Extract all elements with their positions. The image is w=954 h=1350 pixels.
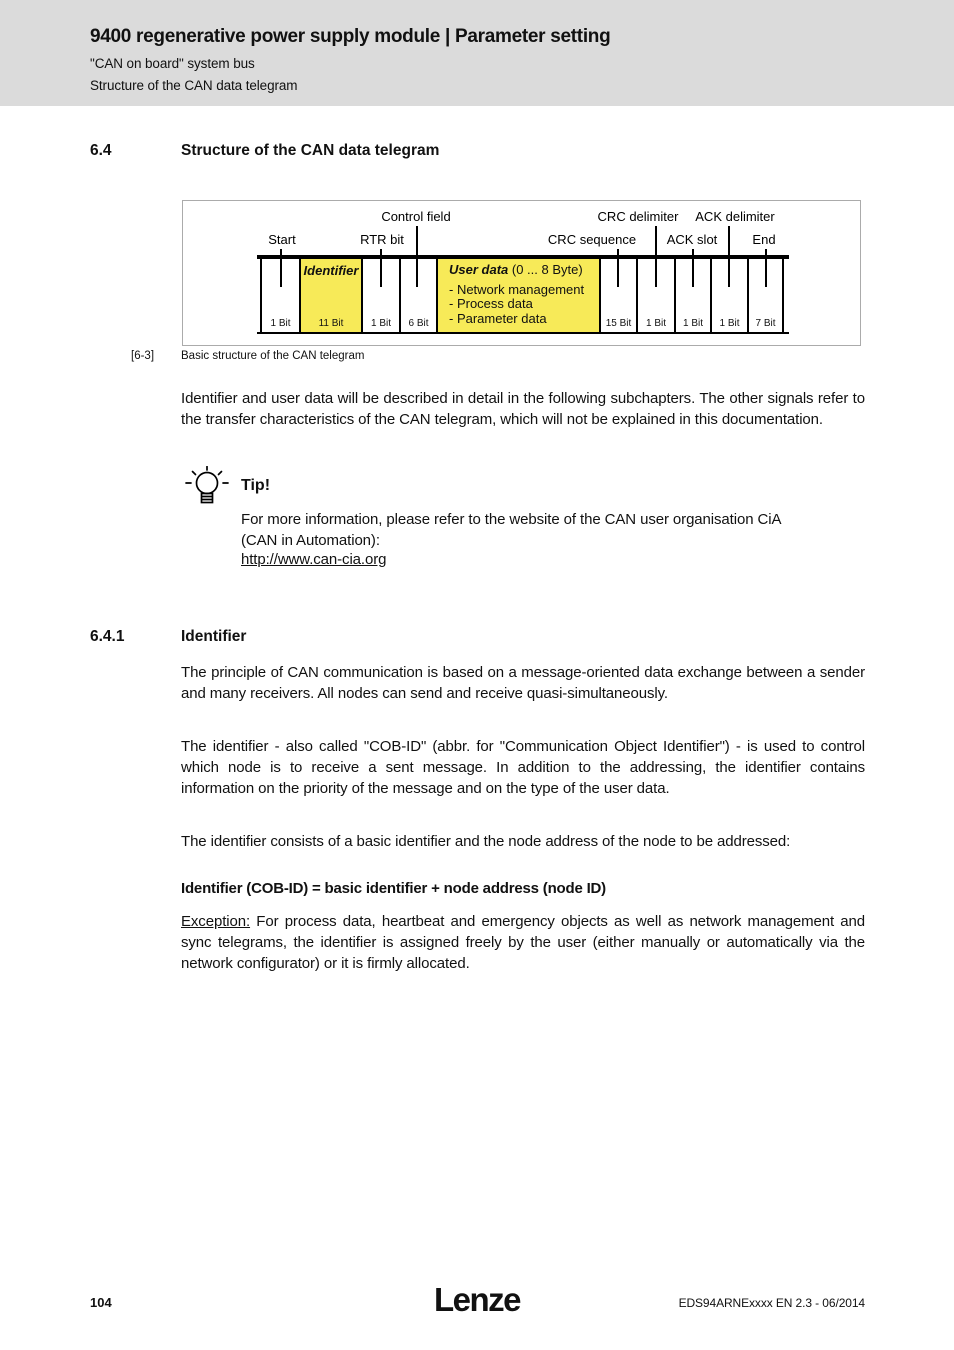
cell-crc-bits: 15 Bit — [605, 318, 632, 329]
diagram-label-rtr-bit: RTR bit — [360, 232, 404, 247]
cell-crc-delimiter-bits: 1 Bit — [645, 318, 666, 329]
diagram-label-control-field: Control field — [381, 209, 451, 224]
cell-end — [747, 259, 782, 332]
tip-lightbulb-icon — [184, 466, 232, 517]
cell-user-data — [436, 259, 599, 332]
cell-start-bits: 1 Bit — [270, 318, 291, 329]
document-id: EDS94ARNExxxx EN 2.3 - 06/2014 — [678, 1296, 865, 1310]
cell-identifier — [299, 259, 361, 332]
cell-start-bit — [260, 259, 299, 332]
exception-label: Exception: — [181, 913, 251, 930]
intro-paragraph: Identifier and user data will be described in detail in the following subchapters. The other signals refer to the transfer characteristics of the CAN telegram, which will not be explained in this documentation. — [181, 390, 865, 428]
cell-identifier-label: Identifier — [303, 263, 359, 278]
cell-crc-delimiter — [636, 259, 674, 332]
cell-ack-slot — [674, 259, 710, 332]
can-telegram-diagram — [182, 200, 861, 346]
cell-control-field — [399, 259, 436, 332]
subsection-title: Identifier — [181, 628, 247, 645]
section-number: 6.4 — [90, 142, 112, 159]
figure-caption: Basic structure of the CAN telegram — [181, 350, 365, 362]
cell-ack-delimiter-bits: 1 Bit — [719, 318, 740, 329]
user-data-title-line — [449, 263, 595, 278]
cell-user-data-content — [449, 263, 595, 326]
diagram-label-end: End — [752, 232, 776, 247]
identifier-paragraph-1: The principle of CAN communication is based on a message-oriented data exchange between a sender and many receivers. All nodes can send and receive quasi-simultaneously. — [181, 664, 865, 702]
header-subtitle-system-bus: "CAN on board" system bus — [90, 56, 255, 71]
cell-end-border — [782, 259, 784, 332]
diagram-label-crc-delimiter: CRC delimiter — [597, 209, 679, 224]
diagram-label-start: Start — [268, 232, 296, 247]
tip-text-line1: For more information, please refer to the website of the CAN user organisation CiA — [241, 511, 782, 528]
cob-id-formula: Identifier (COB-ID) = basic identifier + node address (node ID) — [181, 880, 606, 897]
can-cia-link[interactable]: http://www.can-cia.org — [241, 551, 387, 568]
exception-text: For process data, heartbeat and emergency objects as well as network management and sync telegrams, the identifier is assigned freely by the user (either manually or automatically via the network configurator) or it is firmly allocated. — [181, 913, 865, 972]
tip-label: Tip! — [241, 477, 271, 494]
cell-ack-delimiter — [710, 259, 747, 332]
identifier-paragraph-2: The identifier - also called "COB-ID" (abbr. for "Communication Object Identifier") - is used to control which node is to receive a sent message. In addition to the addressing, the identifier contains information on the priority of the message and on the type of the user data. — [181, 738, 865, 797]
diagram-label-ack-delimiter: ACK delimiter — [695, 209, 775, 224]
user-data-range: (0 ... 8 Byte) — [508, 262, 583, 277]
cell-identifier-bits: 11 Bit — [318, 318, 344, 329]
header-subtitle-chapter: Structure of the CAN data telegram — [90, 78, 298, 93]
figure-caption-tag: [6-3] — [131, 350, 155, 362]
cell-ack-slot-bits: 1 Bit — [682, 318, 703, 329]
page-title: 9400 regenerative power supply module | Parameter setting — [90, 26, 611, 47]
user-data-item-parameter: - Parameter data — [449, 310, 547, 326]
section-title: Structure of the CAN data telegram — [181, 142, 440, 159]
exception-paragraph — [181, 911, 865, 974]
user-data-item-network: - Network management — [449, 281, 585, 297]
tip-text — [241, 509, 871, 551]
page-header — [0, 0, 954, 106]
subsection-number: 6.4.1 — [90, 628, 125, 645]
page-number: 104 — [90, 1295, 112, 1310]
user-data-title: User data — [449, 262, 509, 277]
cell-control-bits: 6 Bit — [408, 318, 429, 329]
cell-rtr-bit — [361, 259, 399, 332]
cell-crc-sequence — [599, 259, 636, 332]
identifier-paragraph-3: The identifier consists of a basic identifier and the node address of the node to be addressed: — [181, 833, 791, 850]
lenze-logo: Lenze — [433, 1281, 521, 1318]
user-data-item-process: - Process data — [449, 296, 533, 311]
tip-text-line2: (CAN in Automation): — [241, 532, 380, 549]
cell-rtr-bits: 1 Bit — [370, 318, 391, 329]
diagram-label-ack-slot: ACK slot — [666, 232, 718, 247]
cell-end-bits: 7 Bit — [755, 318, 776, 329]
diagram-label-crc-sequence: CRC sequence — [547, 232, 637, 247]
telegram-tape-bottom-line — [257, 332, 789, 334]
